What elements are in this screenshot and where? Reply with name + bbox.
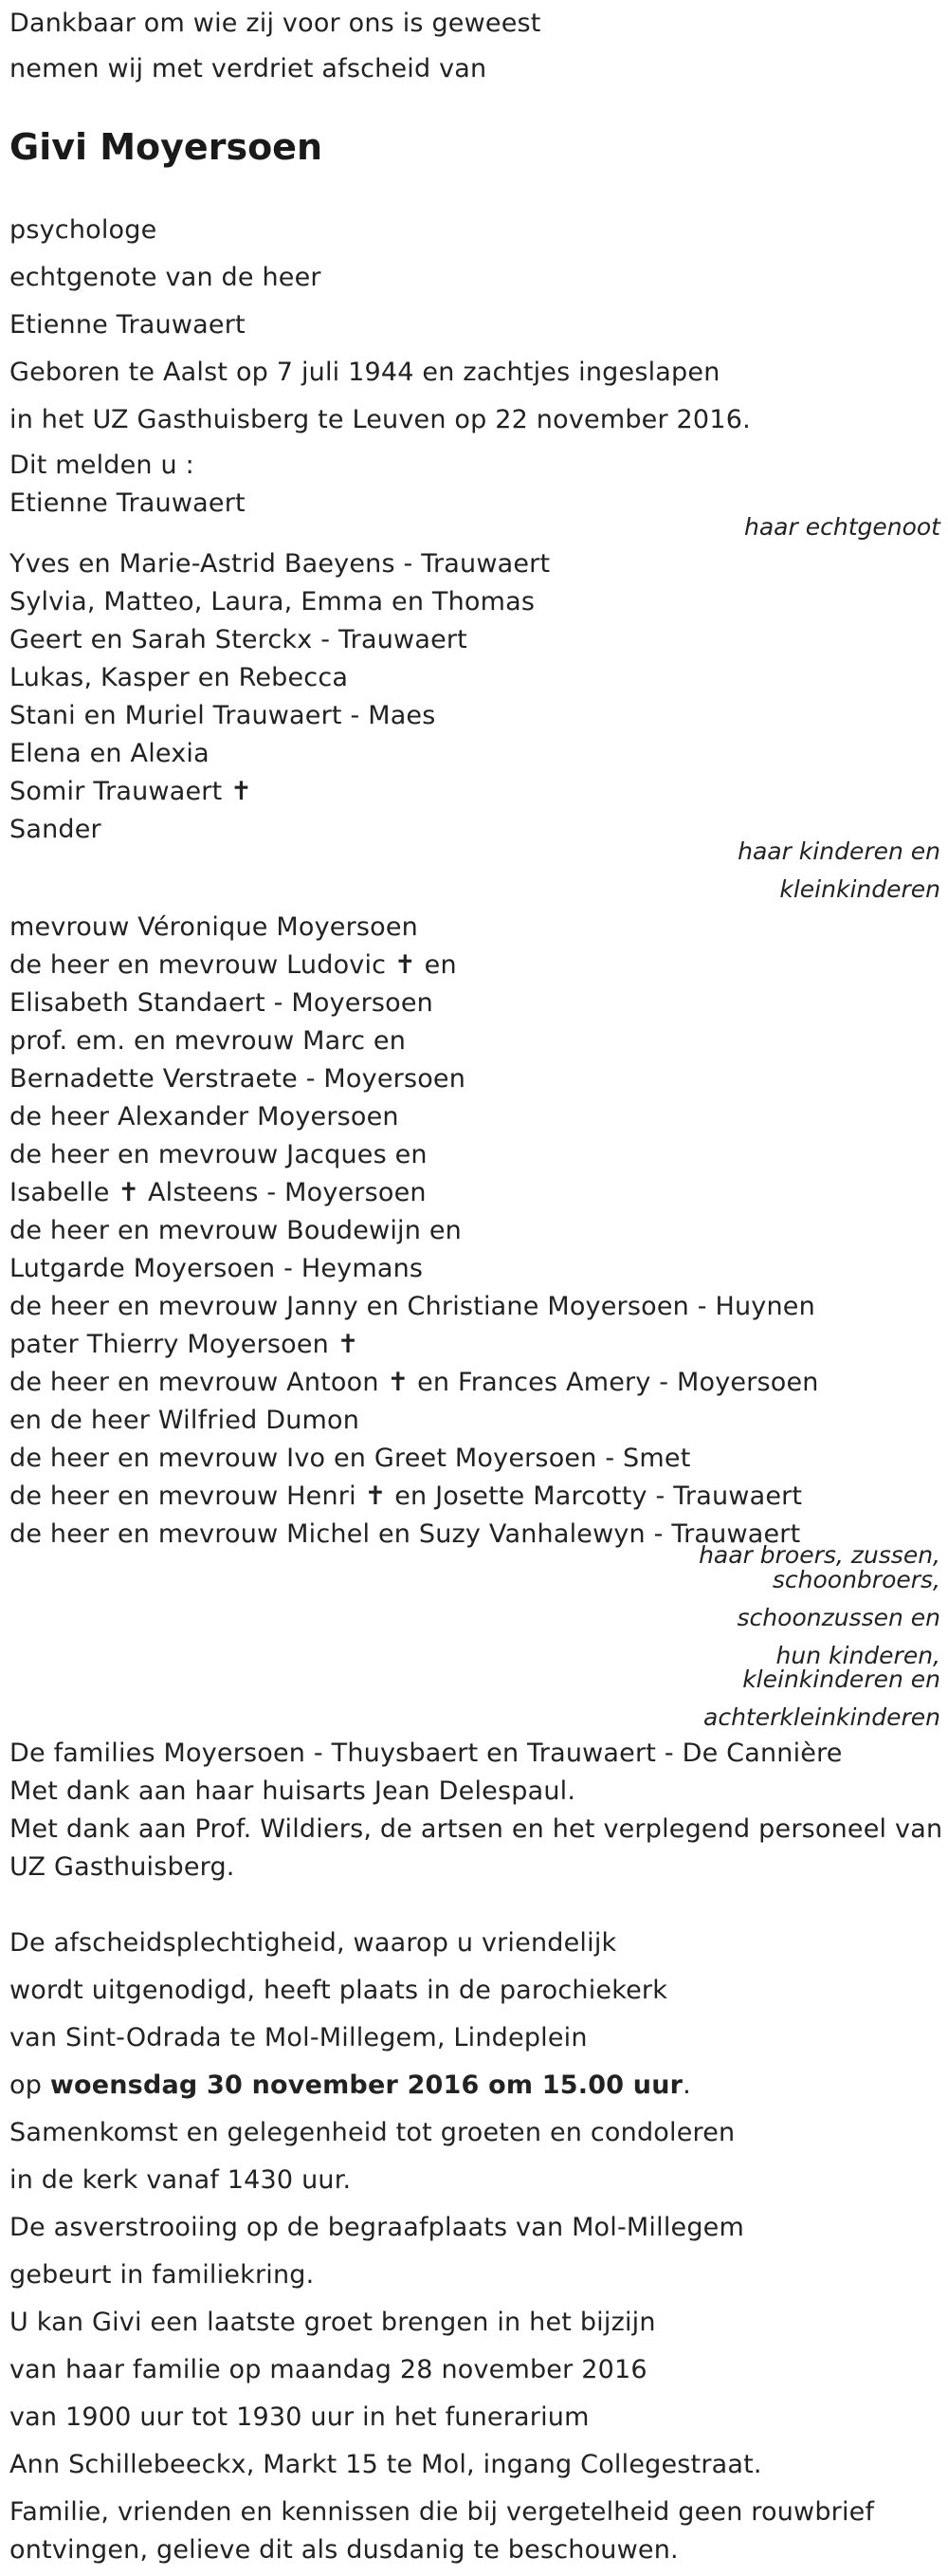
cross-icon: ✝ xyxy=(118,1178,140,1207)
sibling-line xyxy=(9,949,457,982)
child-name: Somir Trauwaert xyxy=(9,777,223,806)
sibling-line xyxy=(9,1177,427,1209)
siblings-relation-2: schoonbroers, xyxy=(772,1566,940,1593)
ceremony-line: U kan Givi een laatste groet brengen in het bijzijn xyxy=(9,2308,656,2337)
ceremony-line: ontvingen, gelieve dit als dusdanig te beschouwen. xyxy=(9,2535,679,2565)
sibling-line xyxy=(9,1367,819,1399)
spouse-relation: haar echtgenoot xyxy=(744,513,940,541)
intro-line-1: Dankbaar om wie zij voor ons is geweest xyxy=(9,9,541,38)
sibling-text: de heer en mevrouw Ludovic xyxy=(9,950,387,980)
sibling-line: de heer Alexander Moyersoen xyxy=(9,1102,399,1132)
sibling-line xyxy=(9,1481,802,1513)
children-relation-2: kleinkinderen xyxy=(779,875,940,903)
deceased-name: Givi Moyersoen xyxy=(9,126,322,168)
sibling-text: de heer en mevrouw Antoon xyxy=(9,1368,379,1397)
sibling-line: de heer en mevrouw Janny en Christiane Moyersoen - Huynen xyxy=(9,1292,815,1321)
siblings-relation-6: achterkleinkinderen xyxy=(703,1703,940,1731)
child-line: Yves en Marie-Astrid Baeyens - Trauwaert xyxy=(9,549,551,579)
child-line: Sander xyxy=(9,815,101,844)
profession: psychologe xyxy=(9,215,157,245)
sibling-line xyxy=(9,1329,359,1361)
siblings-relation-4: hun kinderen, xyxy=(775,1642,940,1669)
children-relation-1: haar kinderen en xyxy=(738,837,940,865)
child-line: Sylvia, Matteo, Laura, Emma en Thomas xyxy=(9,587,536,616)
ceremony-line: De asverstrooiing op de begraafplaats van Mol-Millegem xyxy=(9,2213,744,2242)
child-line: Geert en Sarah Sterckx - Trauwaert xyxy=(9,625,467,654)
ceremony-date-prefix: op xyxy=(9,2070,43,2100)
ceremony-date: woensdag 30 november 2016 om 15.00 uur xyxy=(49,2070,684,2100)
ceremony-line: in de kerk vanaf 1430 uur. xyxy=(9,2165,352,2195)
siblings-relation-5: kleinkinderen en xyxy=(742,1665,940,1693)
death-line: in het UZ Gasthuisberg te Leuven op 22 november 2016. xyxy=(9,405,751,434)
sibling-text: Isabelle xyxy=(9,1178,110,1207)
child-line: Lukas, Kasper en Rebecca xyxy=(9,663,349,692)
spouse-line-1: echtgenote van de heer xyxy=(9,263,321,292)
child-line xyxy=(9,776,252,808)
sibling-text: en Frances Amery - Moyersoen xyxy=(417,1368,819,1397)
ceremony-line: Samenkomst en gelegenheid tot groeten en condoleren xyxy=(9,2118,736,2147)
intro-line-2: nemen wij met verdriet afscheid van xyxy=(9,54,487,83)
cross-icon: ✝ xyxy=(230,777,252,806)
sibling-text: de heer en mevrouw Henri xyxy=(9,1481,356,1511)
ceremony-line: van haar familie op maandag 28 november 2016 xyxy=(9,2355,647,2384)
cross-icon: ✝ xyxy=(394,950,416,980)
sibling-text: en xyxy=(424,950,457,980)
spouse-line-2: Etienne Trauwaert xyxy=(9,310,246,340)
cross-icon: ✝ xyxy=(387,1368,410,1397)
thanks-line-1: Met dank aan haar huisarts Jean Delespaul. xyxy=(9,1776,576,1806)
sibling-line: de heer en mevrouw Ivo en Greet Moyersoen - Smet xyxy=(9,1444,691,1473)
ceremony-date-line xyxy=(9,2070,691,2102)
ceremony-date-suffix: . xyxy=(683,2070,691,2100)
sibling-line: Elisabeth Standaert - Moyersoen xyxy=(9,988,433,1018)
siblings-relation-3: schoonzussen en xyxy=(737,1604,940,1631)
announcers-intro: Dit melden u : xyxy=(9,451,194,480)
child-line: Elena en Alexia xyxy=(9,739,210,768)
sibling-line: de heer en mevrouw Boudewijn en xyxy=(9,1216,462,1245)
ceremony-line: Familie, vrienden en kennissen die bij vergetelheid geen rouwbrief xyxy=(9,2497,875,2527)
thanks-line-2: Met dank aan Prof. Wildiers, de artsen en het verplegend personeel van xyxy=(9,1814,943,1844)
birth-line: Geboren te Aalst op 7 juli 1944 en zachtjes ingeslapen xyxy=(9,358,720,387)
child-line: Stani en Muriel Trauwaert - Maes xyxy=(9,701,436,730)
sibling-text: Alsteens - Moyersoen xyxy=(147,1178,427,1207)
ceremony-line: De afscheidsplechtigheid, waarop u vriendelijk xyxy=(9,1928,617,1958)
sibling-line: mevrouw Véronique Moyersoen xyxy=(9,912,418,942)
sibling-text: pater Thierry Moyersoen xyxy=(9,1330,329,1359)
siblings-relation-1: haar broers, zussen, xyxy=(699,1541,940,1569)
families-line: De families Moyersoen - Thuysbaert en Trauwaert - De Cannière xyxy=(9,1739,843,1768)
sibling-text: en Josette Marcotty - Trauwaert xyxy=(394,1481,803,1511)
sibling-line: prof. em. en mevrouw Marc en xyxy=(9,1026,407,1056)
sibling-line: Bernadette Verstraete - Moyersoen xyxy=(9,1064,466,1094)
ceremony-line: van Sint-Odrada te Mol-Millegem, Lindeplein xyxy=(9,2023,588,2052)
ceremony-line: gebeurt in familiekring. xyxy=(9,2260,315,2290)
cross-icon: ✝ xyxy=(364,1481,387,1511)
sibling-line: de heer en mevrouw Michel en Suzy Vanhalewyn - Trauwaert xyxy=(9,1519,801,1549)
announcer-spouse: Etienne Trauwaert xyxy=(9,488,246,518)
ceremony-line: wordt uitgenodigd, heeft plaats in de parochiekerk xyxy=(9,1976,668,2005)
cross-icon: ✝ xyxy=(337,1330,359,1359)
ceremony-line: van 1900 uur tot 1930 uur in het funerarium xyxy=(9,2402,590,2432)
ceremony-line: Ann Schillebeeckx, Markt 15 te Mol, ingang Collegestraat. xyxy=(9,2450,762,2479)
sibling-line: en de heer Wilfried Dumon xyxy=(9,1406,360,1435)
thanks-line-3: UZ Gasthuisberg. xyxy=(9,1852,235,1882)
sibling-line: Lutgarde Moyersoen - Heymans xyxy=(9,1254,424,1283)
sibling-line: de heer en mevrouw Jacques en xyxy=(9,1140,428,1169)
